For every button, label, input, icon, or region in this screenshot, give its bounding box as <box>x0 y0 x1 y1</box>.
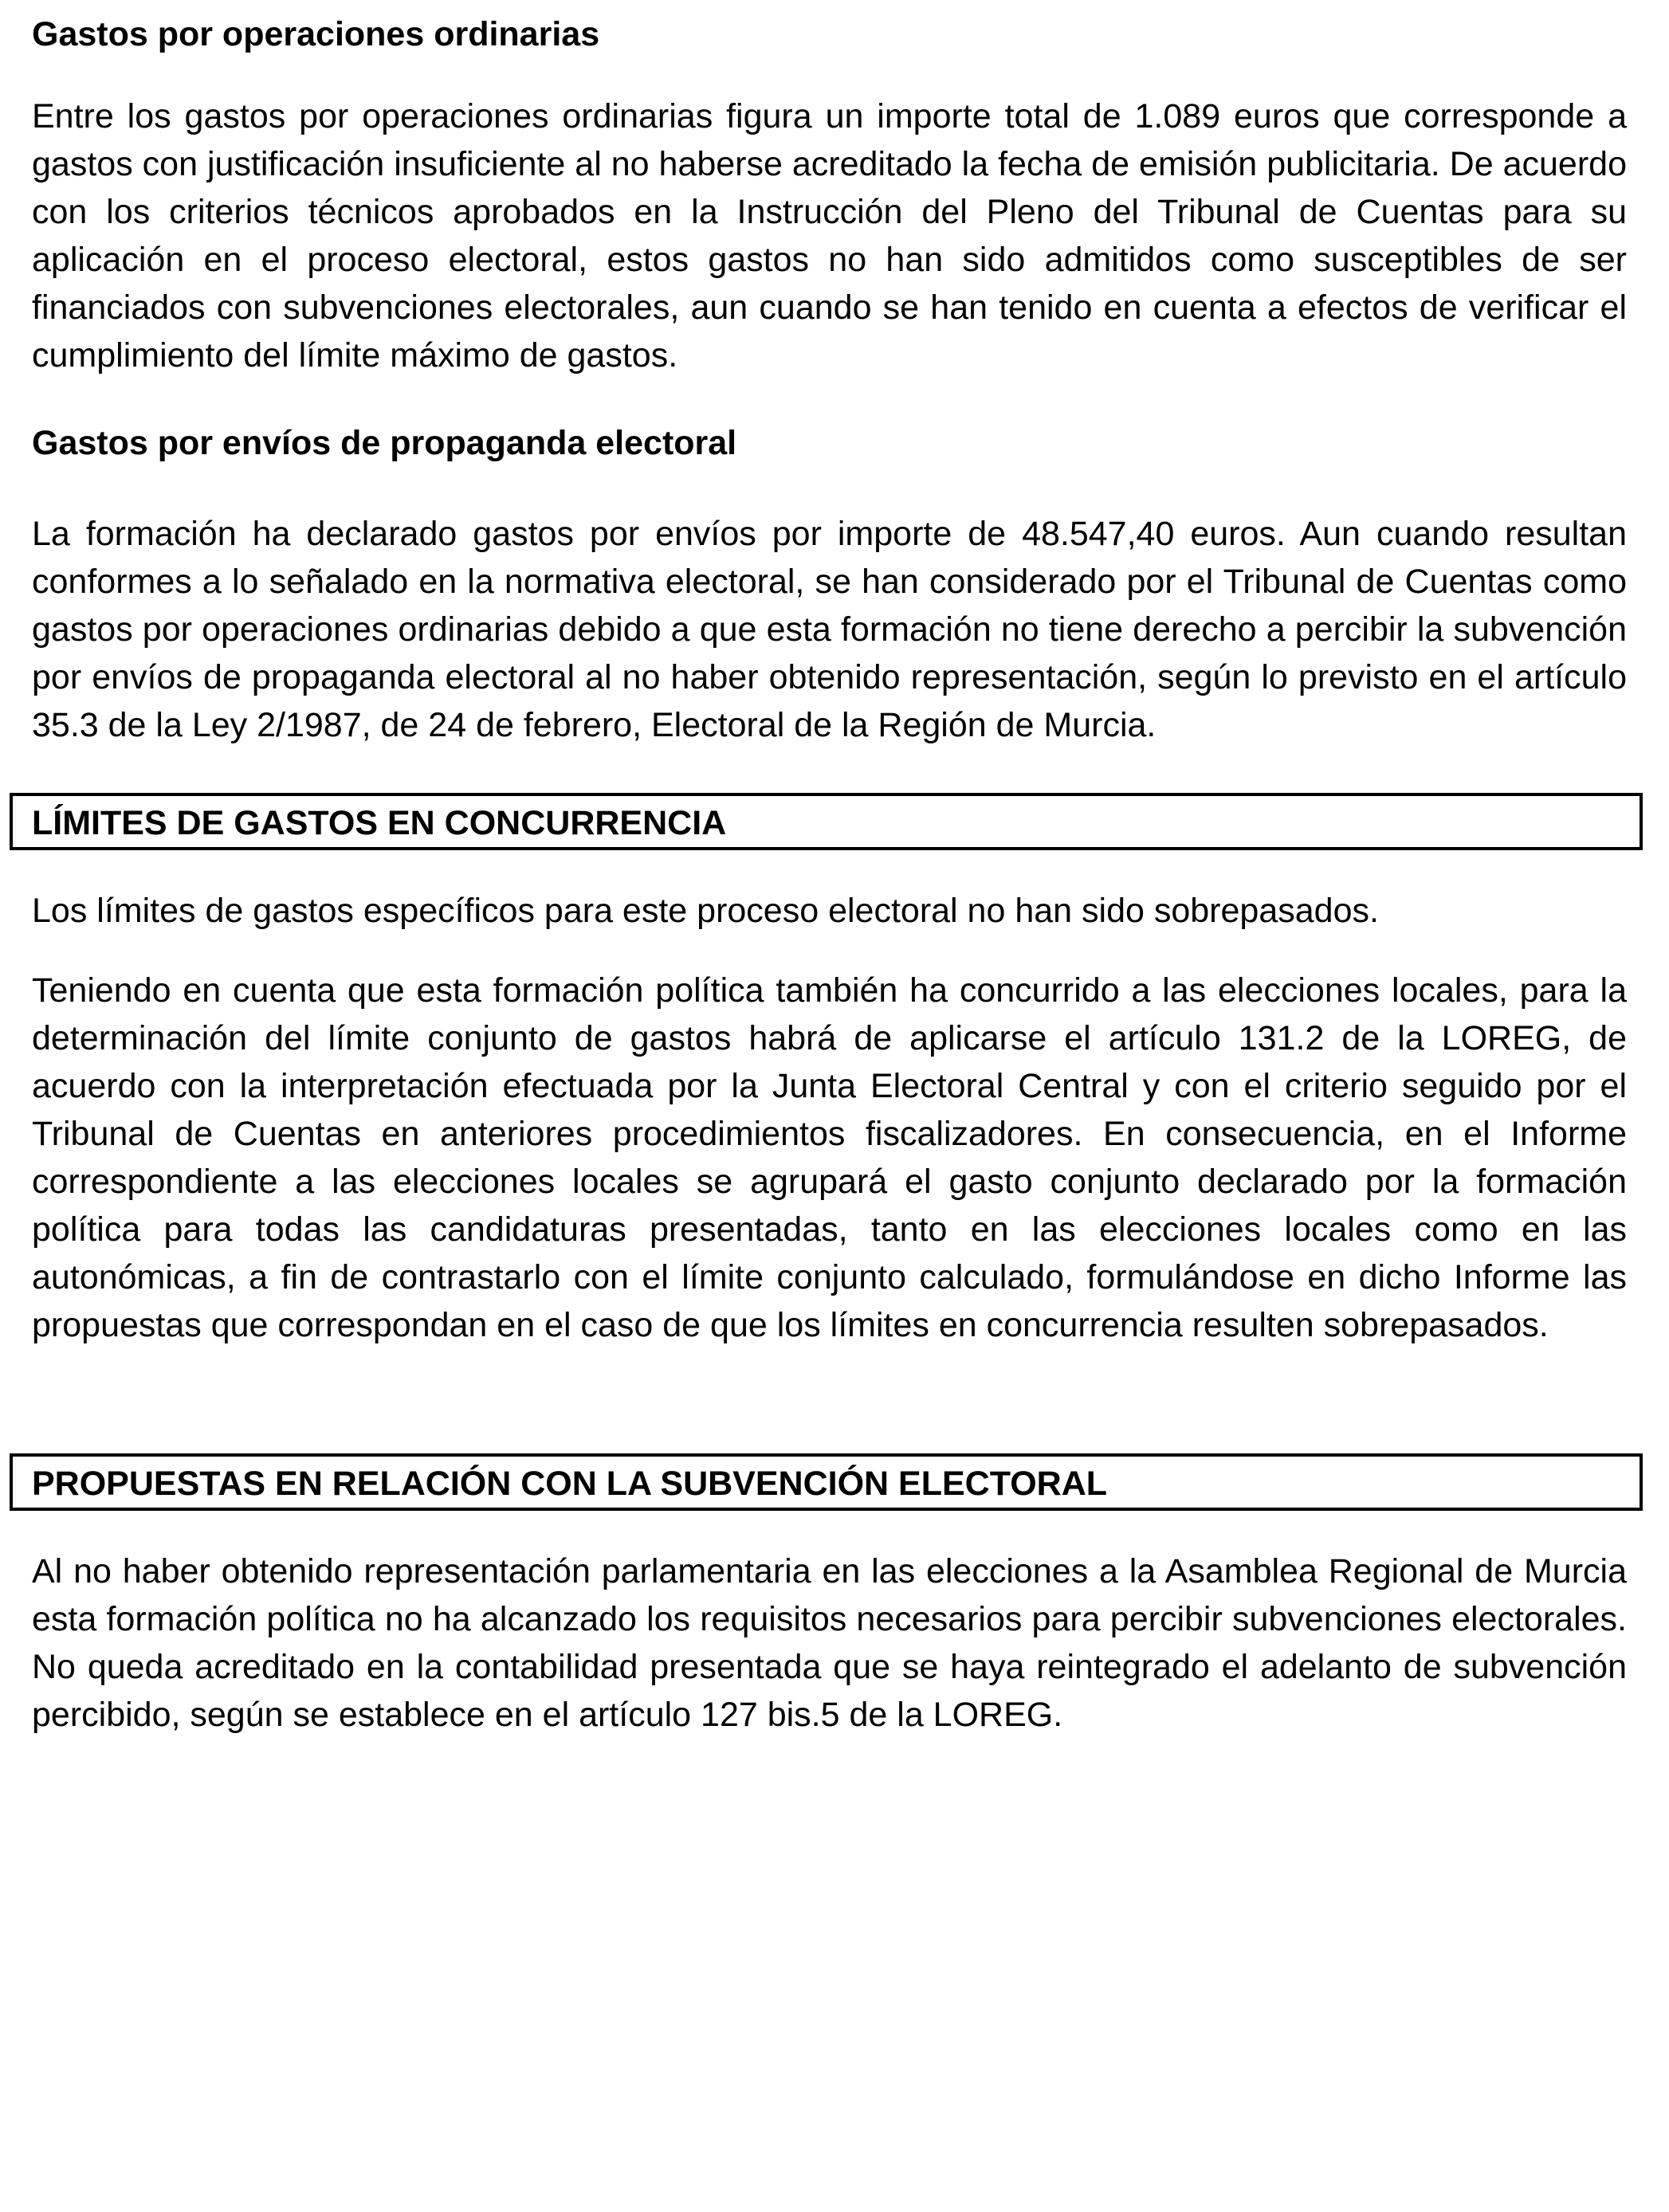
paragraph-limites-2: Teniendo en cuenta que esta formación política también ha concurrido a las elecciones locales, para la determinación del límite conjunto de gastos habrá de aplicarse el artículo 131.2 de la LOREG, de acuerdo con la interpretación efectuada por la Junta Electoral Central y con el criterio seguido por el Tribunal de Cuentas en anteriores procedimientos fiscalizadores. En consecuencia, en el Informe correspondiente a las elecciones locales se agrupará el gasto conjunto declarado por la formación política para todas las candidaturas presentadas, tanto en las elecciones locales como en las autonómicas, a fin de contrastarlo con el límite conjunto calculado, formulándose en dicho Informe las propuestas que correspondan en el caso de que los límites en concurrencia resulten sobrepasados. <box>32 971 1627 1344</box>
paragraph-propuestas: Al no haber obtenido representación parlamentaria en las elecciones a la Asamblea Regional de Murcia esta formación política no ha alcanzado los requisitos necesarios para percibir subvenciones electorales. No queda acreditado en la contabilidad presentada que se haya reintegrado el adelanto de subvención percibido, según se establece en el artículo 127 bis.5 de la LOREG. <box>32 1552 1627 1734</box>
heading-gastos-envios: Gastos por envíos de propaganda electoral <box>32 424 737 462</box>
section-box-propuestas <box>10 1453 1643 1511</box>
heading-gastos-ordinarias: Gastos por operaciones ordinarias <box>32 15 600 53</box>
heading-limites-gastos: LÍMITES DE GASTOS EN CONCURRENCIA <box>32 804 727 842</box>
heading-propuestas-subvencion: PROPUESTAS EN RELACIÓN CON LA SUBVENCIÓN ELECTORAL <box>32 1465 1108 1503</box>
paragraph-gastos-ordinarias: Entre los gastos por operaciones ordinarias figura un importe total de 1.089 euros que corresponde a gastos con justificación insuficiente al no haberse acreditado la fecha de emisión publicitaria. De acuerdo con los criterios técnicos aprobados en la Instrucción del Pleno del Tribunal de Cuentas para su aplicación en el proceso electoral, estos gastos no han sido admitidos como susceptibles de ser financiados con subvenciones electorales, aun cuando se han tenido en cuenta a efectos de verificar el cumplimiento del límite máximo de gastos. <box>32 97 1627 375</box>
paragraph-limites-1: Los límites de gastos específicos para este proceso electoral no han sido sobrepasados. <box>32 892 1379 930</box>
paragraph-gastos-envios: La formación ha declarado gastos por envíos por importe de 48.547,40 euros. Aun cuando resultan conformes a lo señalado en la normativa electoral, se han considerado por el Tribunal de Cuentas como gastos por operaciones ordinarias debido a que esta formación no tiene derecho a percibir la subvención por envíos de propaganda electoral al no haber obtenido representación, según lo previsto en el artículo 35.3 de la Ley 2/1987, de 24 de febrero, Electoral de la Región de Murcia. <box>32 515 1627 744</box>
section-box-limites <box>10 793 1643 850</box>
